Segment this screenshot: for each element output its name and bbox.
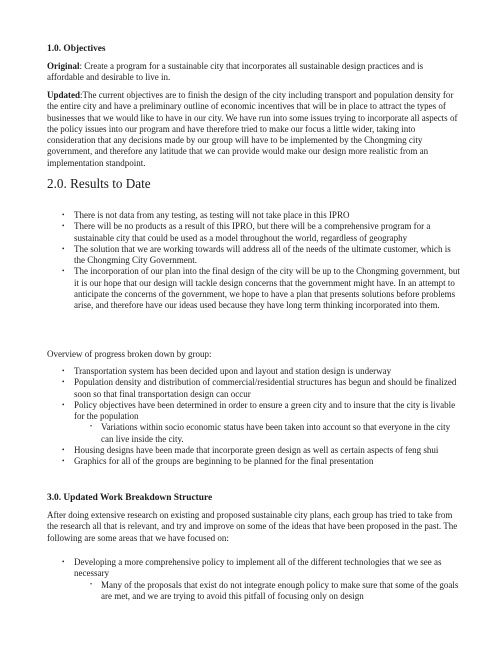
updated-text: :The current objectives are to finish the design of the city including transport and population density for the entire city and have a preliminary outline of economic incentives that will be in place to attract the types of businesses that we would like to have in our city. We have run into some issues trying to incorporate all aspects of the policy issues into our program and have therefore tried to make our focus a little wider, taking into consideration that any decisions made by our group will have to be implemented by the Chongming city government, and therefore any latitude that we can provide would make our design more realistic from an implementation standpoint. xyxy=(47,90,458,168)
list-item xyxy=(47,400,461,445)
wbs-heading: 3.0. Updated Work Breakdown Structure xyxy=(47,493,213,503)
progress-list xyxy=(47,366,461,468)
wbs-intro: After doing extensive research on existing and proposed sustainable city plans, each group has tried to take from the research all that is relevant, and try and improve on some of the ideas that have been proposed in the past. The following are some areas that we have focused on: xyxy=(47,510,458,543)
results-heading: 2.0. Results to Date xyxy=(47,176,151,191)
policy-sublist xyxy=(74,422,461,445)
objectives-heading: 1.0. Objectives xyxy=(47,44,106,54)
results-list xyxy=(47,210,461,312)
list-item: • There is not data from any testing, as testing will not take place in this IPRO xyxy=(47,210,461,221)
updated-label: Updated xyxy=(47,90,81,100)
list-item xyxy=(47,557,461,602)
sub-list-item: • Variations within socio economic status have been taken into account so that everyone in the city can live inside the city. xyxy=(74,422,461,445)
list-item: • Graphics for all of the groups are beginning to be planned for the final presentation xyxy=(47,456,461,467)
original-text: : Create a program for a sustainable city that incorporates all sustainable design practices and is affordable and desirable to live in. xyxy=(47,61,424,83)
list-item: • There will be no products as a result of this IPRO, but there will be a comprehensive program for a sustainable city that could be used as a model throughout the world, regardless of geography xyxy=(47,221,461,244)
original-label: Original xyxy=(47,61,80,71)
list-item-text: Developing a more comprehensive policy to implement all of the different technologies that we see as necessary xyxy=(74,557,442,579)
list-item: • Population density and distribution of commercial/residential structures has begun and should be finalized soon so that final transportation design can occur xyxy=(47,377,461,400)
wbs-list xyxy=(47,557,461,602)
list-item: • Housing designs have been made that incorporate green design as well as certain aspects of feng shui xyxy=(47,445,461,456)
list-item: • The solution that we are working towards will address all of the needs of the ultimate customer, which is the Chongming City Government. xyxy=(47,244,461,267)
objectives-original xyxy=(47,61,461,84)
list-item: • Transportation system has been decided upon and layout and station design is underway xyxy=(47,366,461,377)
list-item-text: Policy objectives have been determined in order to ensure a green city and to insure that the city is livable for the population xyxy=(74,399,456,422)
wbs-sublist xyxy=(74,580,461,603)
list-item: • The incorporation of our plan into the final design of the city will be up to the Chongming government, but it is our hope that our design will tackle design concerns that the government might have. In an attempt to anticipate the concerns of the government, we hope to have a plan that presents solutions before problems arise, and therefore have our ideas used because they have long term thinking incorporated into them. xyxy=(47,266,461,311)
sub-list-item: • Many of the proposals that exist do not integrate enough policy to make sure that some of the goals are met, and we are trying to avoid this pitfall of focusing only on design xyxy=(74,580,461,603)
objectives-updated xyxy=(47,90,461,169)
overview-intro: Overview of progress broken down by group: xyxy=(47,349,212,359)
